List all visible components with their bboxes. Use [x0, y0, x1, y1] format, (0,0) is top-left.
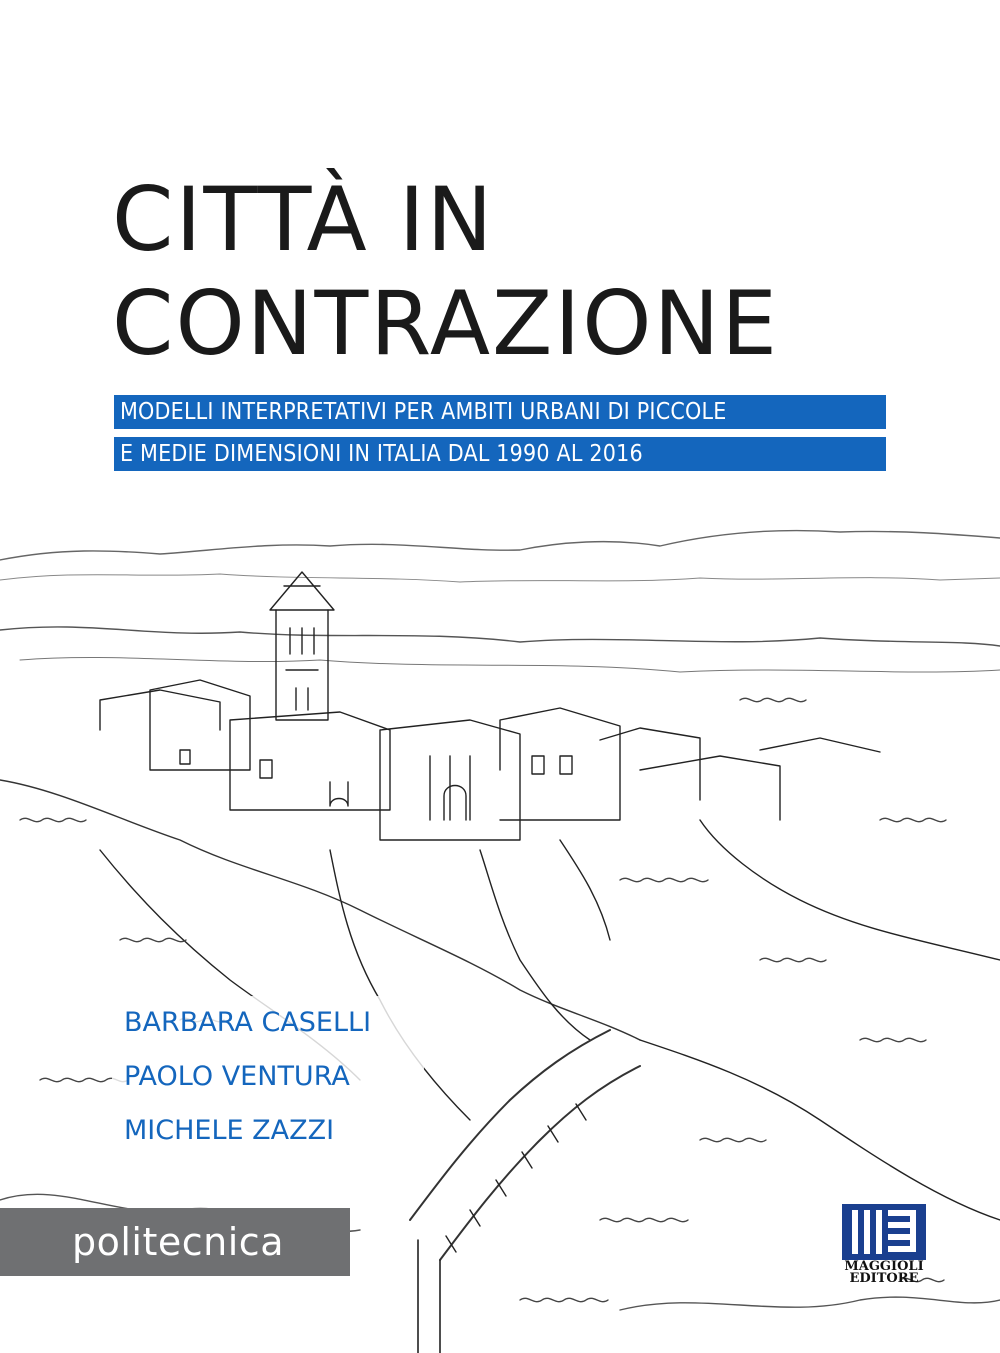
- author-name: MICHELE ZAZZI: [112, 1104, 424, 1158]
- series-label: politecnica: [0, 1208, 350, 1276]
- book-subtitle: [114, 395, 886, 479]
- publisher-name-line-1: MAGGIOLI: [844, 1259, 924, 1274]
- book-subtitle-line-1: MODELLI INTERPRETATIVI PER AMBITI URBANI DI PICCOLE: [114, 395, 886, 429]
- author-name: BARBARA CASELLI: [112, 996, 424, 1050]
- publisher-name-line-2: EDITORE: [849, 1271, 919, 1286]
- book-title-line-1: CITTÀ IN: [112, 168, 495, 271]
- book-title-line-2: CONTRAZIONE: [112, 272, 780, 375]
- book-title: [112, 168, 972, 376]
- author-list: [112, 996, 424, 1158]
- maggioli-logo-icon: [842, 1204, 926, 1260]
- publisher-logo: [834, 1204, 934, 1284]
- book-subtitle-line-2: E MEDIE DIMENSIONI IN ITALIA DAL 1990 AL 2016: [114, 437, 886, 471]
- author-name: PAOLO VENTURA: [112, 1050, 424, 1104]
